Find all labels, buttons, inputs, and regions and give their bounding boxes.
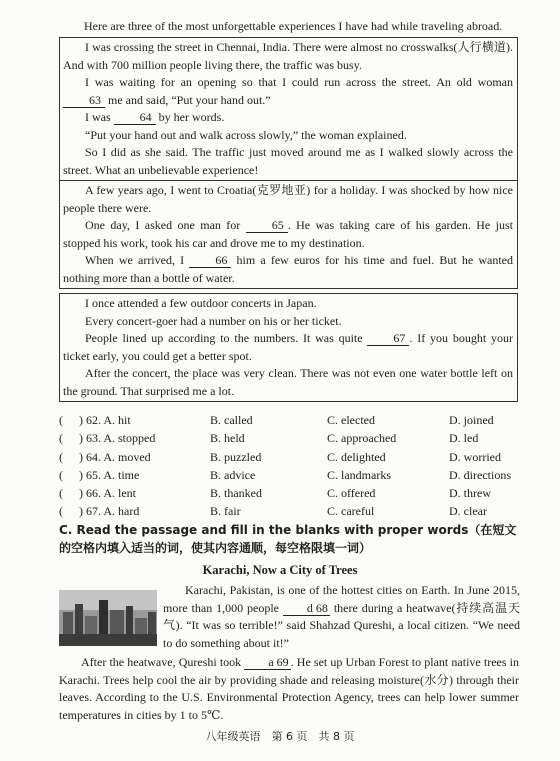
city-skyline-photo	[59, 590, 157, 646]
box2-paragraph-3: When we arrived, I 66 him a few euros for his time and fuel. But he wanted nothing more than a bottle of water.	[63, 253, 513, 285]
box3-paragraph-2: Every concert-goer had a number on his or her ticket.	[85, 313, 342, 328]
option-row: ( ) 64. A. moved B. puzzled C. delighted D. worried	[59, 449, 501, 464]
blank-67: 67	[367, 331, 409, 346]
option-row: ( ) 65. A. time B. advice C. landmarks D. directions	[59, 467, 511, 482]
box1-paragraph-5: So I did as she said. The traffic just moved around me as I walked slowly across the street. What an unbelievable experience!	[63, 145, 513, 177]
section-c-heading: C. Read the passage and fill in the blanks with proper words（在短文的空格内填入适当的词，使其内容通顺，每空格限填一词）	[59, 523, 517, 555]
experience-box-3	[59, 293, 518, 402]
option-row: ( ) 63. A. stopped B. held C. approached D. led	[59, 431, 479, 446]
intro-text: Here are three of the most unforgettable experiences I have had while traveling abroad.	[84, 19, 503, 33]
blank-66: 66	[189, 253, 231, 268]
box2-paragraph-1: A few years ago, I went to Croatia(克罗地亚) for a holiday. I was shocked by how nice people there were.	[63, 183, 513, 215]
options-list	[59, 412, 529, 522]
page-footer: 八年级英语 第 6 页 共 8 页	[205, 730, 355, 743]
box1-paragraph-3: I was 64 by her words.	[85, 110, 225, 124]
passage-paragraph-2: After the heatwave, Qureshi took a 69 . He set up Urban Forest to plant native trees in Karachi. Trees help cool the air by providing shade and releasing moisture(水分) through their leaves. According to the U.S. Environmental Protection Agency, trees can help lower summer temperatures in cities by 1 to 5℃.	[59, 655, 519, 722]
option-row: ( ) 66. A. lent B. thanked C. offered D. threw	[59, 486, 491, 501]
experience-box-1	[59, 37, 518, 181]
box1-paragraph-2: I was waiting for an opening so that I could run across the street. An old woman 63 me and said, “Put your hand out.”	[63, 74, 513, 109]
blank-63: 63	[63, 93, 105, 108]
box3-paragraph-1: I once attended a few outdoor concerts in Japan.	[85, 296, 317, 310]
passage-title: Karachi, Now a City of Trees	[202, 563, 358, 577]
box3-paragraph-4: After the concert, the place was very clean. There was not even one water bottle left on the ground. That surprised me a lot.	[63, 366, 513, 398]
box2-paragraph-2: One day, I asked one man for 65 . He was taking care of his garden. He just stopped his work, took his car and drove me to my destination.	[63, 218, 513, 250]
blank-64: 64	[114, 110, 156, 125]
box3-paragraph-3: People lined up according to the numbers. It was quite 67 . If you bought your ticket early, you could get a better spot.	[63, 331, 513, 363]
blank-68: d 68	[283, 601, 330, 616]
box1-paragraph-4: “Put your hand out and walk across slowly,” the woman explained.	[85, 127, 407, 142]
skyline-image	[59, 590, 157, 646]
experience-box-2	[59, 180, 518, 289]
option-row: ( ) 67. A. hard B. fair C. careful D. clear	[59, 504, 487, 519]
blank-65: 65	[246, 218, 288, 233]
option-row: ( ) 62. A. hit B. called C. elected D. joined	[59, 413, 494, 427]
passage-paragraph-1: Karachi, Pakistan, is one of the hottest cities on Earth. In June 2015, more than 1,000 people d 68 there during a heatwave(持续高温天气). “It was so terrible!” said Shahzad Qureshi, a local citizen. “We need to do something about it!”	[163, 583, 520, 650]
box1-paragraph-1: I was crossing the street in Chennai, India. There were almost no crosswalks(人行横道). And with 700 million people living there, the traffic was busy.	[63, 40, 513, 72]
blank-69: a 69	[244, 655, 290, 670]
